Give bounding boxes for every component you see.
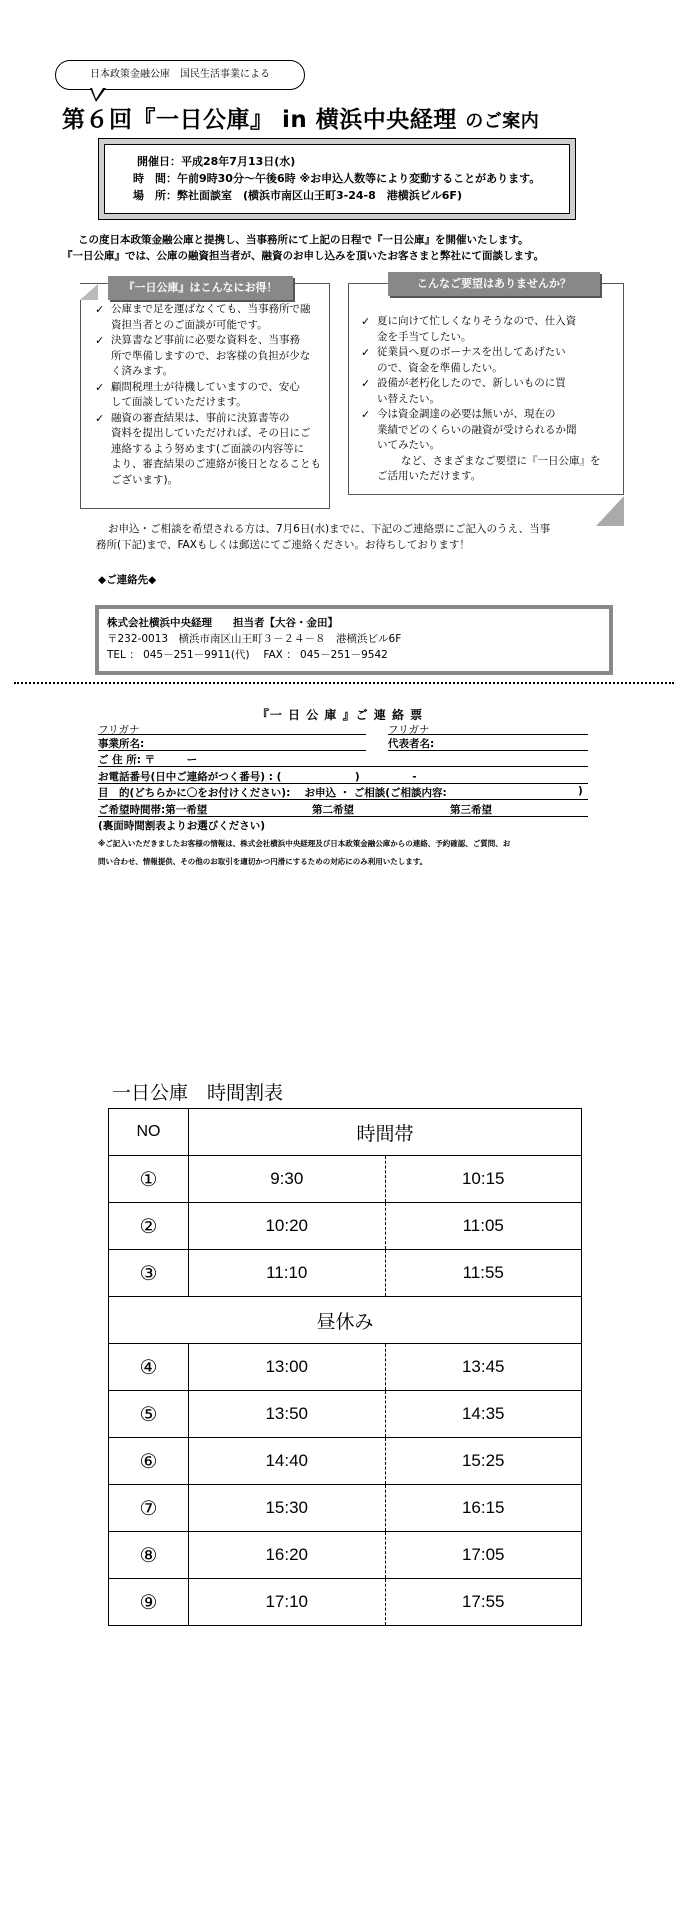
office-name-field[interactable] xyxy=(98,750,366,751)
form-title: 『一 日 公 庫 』ご 連 絡 票 xyxy=(256,708,424,722)
slot-end: 13:45 xyxy=(385,1344,582,1391)
slot-start: 16:20 xyxy=(189,1532,386,1579)
address-field[interactable] xyxy=(98,766,588,767)
lunch-row xyxy=(109,1297,582,1344)
requests-panel xyxy=(348,283,624,495)
table-row xyxy=(109,1438,582,1485)
benefit-item: ✓ 決算書など事前に必要な資料を、当事務 所で準備しますので、お客様の負担が少な く済みます。 xyxy=(95,333,321,380)
table-row xyxy=(109,1532,582,1579)
purpose-close: ) xyxy=(578,785,583,797)
intro-line-2: 『一日公庫』では、公庫の融資担当者が、融資のお申し込みを頂いたお客さまと弊社にて面談します。 xyxy=(62,250,545,262)
timetable xyxy=(108,1108,582,1626)
office-name-label: 事業所名: xyxy=(98,738,145,750)
title-suffix: のご案内 xyxy=(465,111,540,132)
timetable-header-row xyxy=(109,1109,582,1156)
slot-start: 15:30 xyxy=(189,1485,386,1532)
slot-end: 10:15 xyxy=(385,1156,582,1203)
pref-second-label: 第二希望 xyxy=(312,804,354,816)
panel-fold-left xyxy=(80,284,98,300)
purpose-field[interactable] xyxy=(98,799,588,800)
slot-start: 10:20 xyxy=(189,1203,386,1250)
furigana-right-label: フリガナ xyxy=(388,724,430,736)
contact-heading: ◆ご連絡先◆ xyxy=(98,574,157,586)
slot-end: 17:55 xyxy=(385,1579,582,1626)
request-item: ✓ 従業員へ夏のボーナスを出してあげたい ので、資金を準備したい。 xyxy=(361,345,613,376)
request-closing-1: など、さまざまなご要望に『一日公庫』を xyxy=(401,454,601,467)
table-row xyxy=(109,1344,582,1391)
slot-no: ④ xyxy=(109,1344,189,1391)
request-item: ✓ 今は資金調達の必要は無いが、現在の 業績でどのくらいの融資が受けられるか聞 いてみたい。 xyxy=(361,407,613,454)
header-time: 時間帯 xyxy=(189,1109,582,1156)
slot-no: ⑧ xyxy=(109,1532,189,1579)
slot-start: 11:10 xyxy=(189,1250,386,1297)
slot-start: 14:40 xyxy=(189,1438,386,1485)
benefits-list xyxy=(95,302,321,488)
slot-no: ⑥ xyxy=(109,1438,189,1485)
furigana-left-label: フリガナ xyxy=(98,724,140,736)
slot-no: ⑦ xyxy=(109,1485,189,1532)
cut-line xyxy=(14,682,674,684)
event-date: 開催日：平成28年7月13日(水) xyxy=(137,155,296,168)
rep-name-field[interactable] xyxy=(388,750,588,751)
lunch-label: 昼休み xyxy=(109,1297,582,1344)
phone-label: お電話番号(日中ご連絡がつく番号) : ( ) - xyxy=(98,771,417,783)
benefits-heading: 『一日公庫』はこんなにお得！ xyxy=(108,276,293,300)
slot-start: 9:30 xyxy=(189,1156,386,1203)
event-info-box xyxy=(98,138,576,220)
table-row xyxy=(109,1579,582,1626)
slot-start: 13:50 xyxy=(189,1391,386,1438)
request-item: ✓ 設備が老朽化したので、新しいものに買 い替えたい。 xyxy=(361,376,613,407)
organizer-bubble: 日本政策金融公庫 国民生活事業による xyxy=(55,60,305,90)
request-item: ✓ 夏に向けて忙しくなりそうなので、仕入資 金を手当てしたい。 xyxy=(361,314,613,345)
address-label: ご 住 所: 〒 ー xyxy=(98,754,198,766)
phone-field[interactable] xyxy=(98,783,588,784)
slot-no: ⑤ xyxy=(109,1391,189,1438)
furigana-left-line xyxy=(98,734,366,735)
request-closing-2: ご活用いただけます。 xyxy=(377,470,482,482)
bubble-tail-inner xyxy=(92,88,103,99)
slot-end: 17:05 xyxy=(385,1532,582,1579)
contact-address: 〒232-0013 横浜市南区山王町３－２４－８ 港横浜ビル6F xyxy=(107,633,402,645)
rep-name-label: 代表者名: xyxy=(388,738,435,750)
pref-field[interactable] xyxy=(98,816,588,817)
table-row xyxy=(109,1391,582,1438)
benefits-panel xyxy=(80,283,330,509)
slot-start: 17:10 xyxy=(189,1579,386,1626)
timetable-title: 一日公庫 時間割表 xyxy=(112,1083,284,1104)
slot-end: 11:55 xyxy=(385,1250,582,1297)
slot-no: ① xyxy=(109,1156,189,1203)
event-time: 時 間：午前9時30分～午後6時 ※お申込人数等により変動することがあります。 xyxy=(133,172,541,185)
table-row xyxy=(109,1485,582,1532)
pref-note: (裏面時間割表よりお選びください) xyxy=(98,820,266,832)
contact-phone: TEL ： 045－251－9911(代) FAX ： 045－251－9542 xyxy=(107,649,388,661)
privacy-line-2: 問い合わせ、情報提供、その他のお取引を適切かつ円滑にするための対応にのみ利用いたします。 xyxy=(98,857,428,866)
intro-line-1: この度日本政策金融公庫と提携し、当事務所にて上記の日程で『一日公庫』を開催いたします。 xyxy=(78,234,529,246)
table-row xyxy=(109,1250,582,1297)
slot-no: ⑨ xyxy=(109,1579,189,1626)
slot-end: 15:25 xyxy=(385,1438,582,1485)
contact-box xyxy=(95,605,613,675)
benefit-item: ✓ 顧問税理士が待機していますので、安心 して面談していただけます。 xyxy=(95,380,321,411)
furigana-right-line xyxy=(388,734,588,735)
table-row xyxy=(109,1203,582,1250)
slot-end: 16:15 xyxy=(385,1485,582,1532)
benefit-item: ✓ 公庫まで足を運ばなくても、当事務所で融 資担当者とのご面談が可能です。 xyxy=(95,302,321,333)
slot-no: ② xyxy=(109,1203,189,1250)
notice-line-2: 務所(下記)まで、FAXもしくは郵送にてご連絡ください。お待ちしております！ xyxy=(96,539,470,551)
pref-first-label: ご希望時間帯:第一希望 xyxy=(98,804,208,816)
title-main: 第６回『一日公庫』 in 横浜中央経理 xyxy=(62,107,457,133)
slot-end: 11:05 xyxy=(385,1203,582,1250)
slot-start: 13:00 xyxy=(189,1344,386,1391)
table-row xyxy=(109,1156,582,1203)
pref-third-label: 第三希望 xyxy=(450,804,492,816)
panel-fold-right xyxy=(596,496,624,526)
requests-list xyxy=(361,314,613,485)
notice-line-1: お申込・ご相談を希望される方は、7月6日(水)までに、下記のご連絡票にご記入のうえ、当事 xyxy=(108,523,551,535)
requests-heading: こんなご要望はありませんか？ xyxy=(388,272,600,296)
slot-no: ③ xyxy=(109,1250,189,1297)
header-no: NO xyxy=(109,1109,189,1156)
benefit-item: ✓ 融資の審査結果は、事前に決算書等の 資料を提出していただければ、その日にご 連絡するよう努めます(ご面談の内容等に より、審査結果のご連絡が後日となることも ございます)。 xyxy=(95,411,321,489)
purpose-label: 目 的(どちらかに〇をお付けください): お申込 ・ ご相談(ご相談内容: xyxy=(98,787,447,799)
privacy-line-1: ※ご記入いただきましたお客様の情報は、株式会社横浜中央経理及び日本政策金融公庫からの連絡、予約確認、ご質問、お xyxy=(98,839,511,848)
page-title xyxy=(62,101,539,134)
slot-end: 14:35 xyxy=(385,1391,582,1438)
contact-company: 株式会社横浜中央経理 担当者【大谷・金田】 xyxy=(107,617,338,629)
event-place: 場 所：弊社面談室 (横浜市南区山王町3-24-8 港横浜ビル6F) xyxy=(133,189,462,202)
